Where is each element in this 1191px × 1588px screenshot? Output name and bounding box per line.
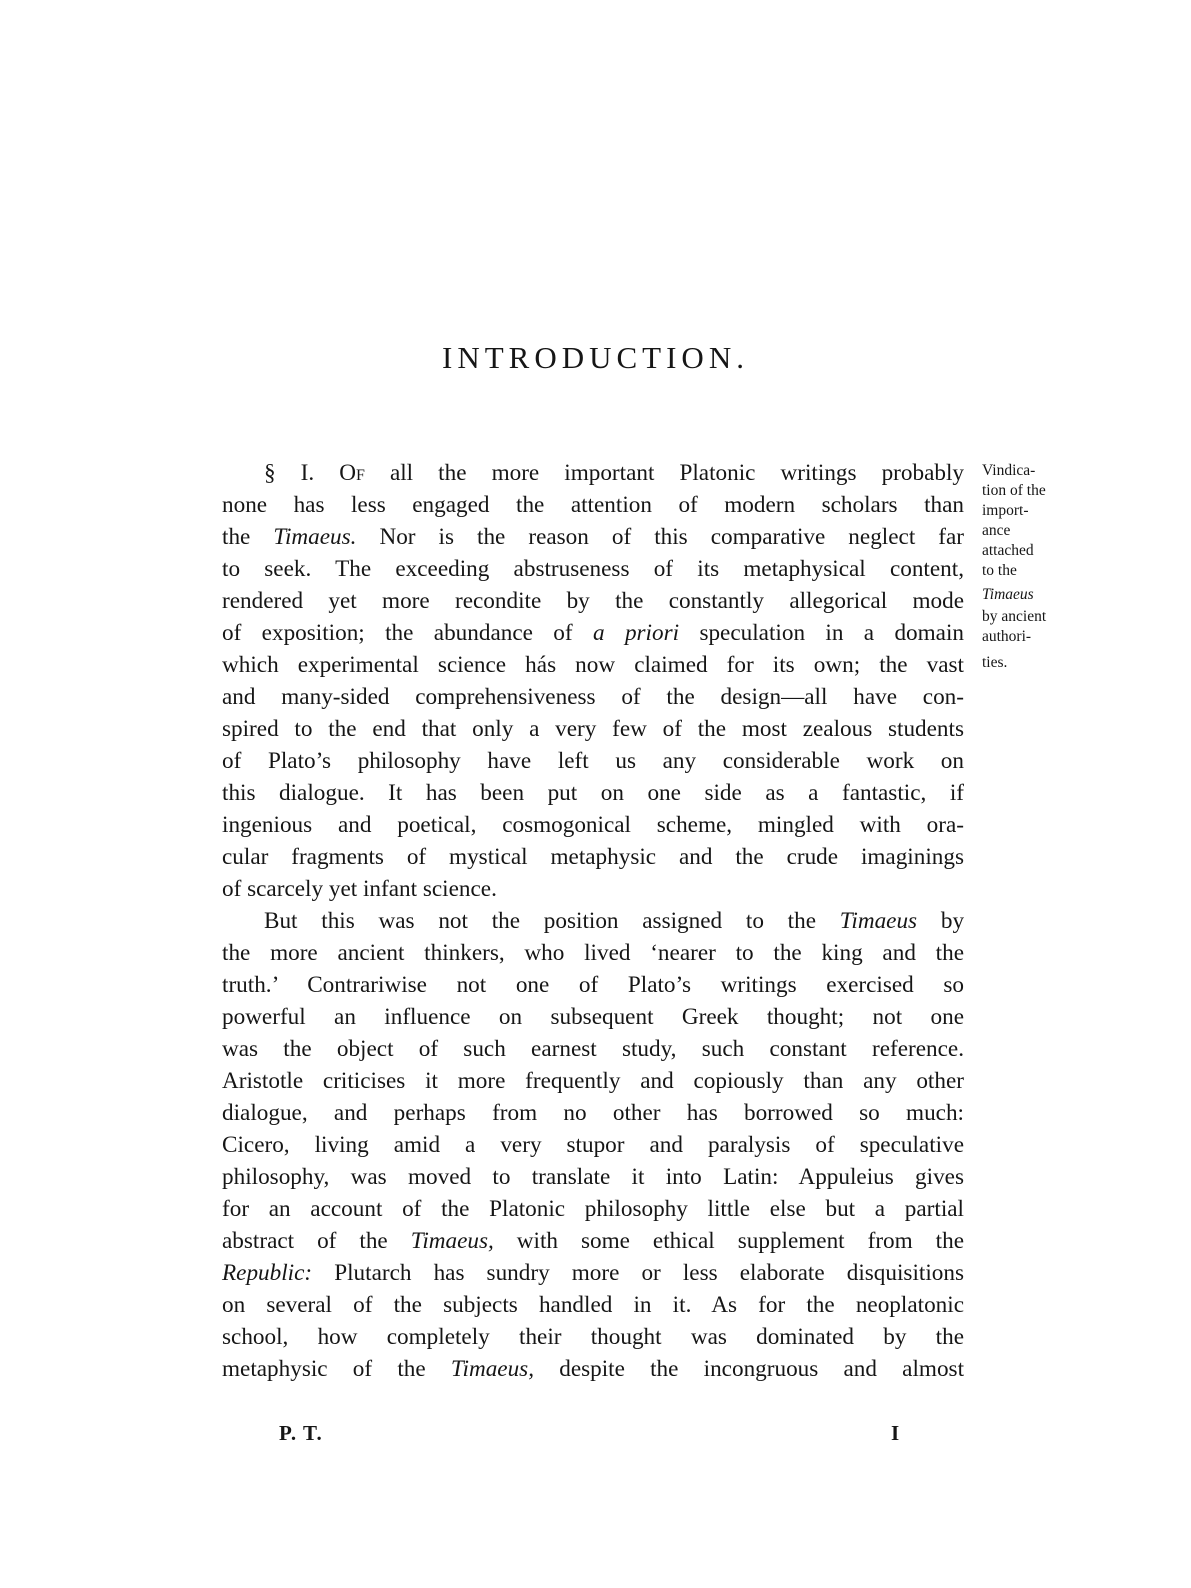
- margin-line: import-: [982, 502, 1029, 519]
- margin-line: Timaeus: [982, 586, 1034, 603]
- text-line: rendered yet more recondite by the constantly allegorical mode: [222, 588, 964, 614]
- margin-line: authori-: [982, 628, 1032, 645]
- text-line: the Timaeus. Nor is the reason of this comparative neglect far: [222, 524, 965, 550]
- text-line: school, how completely their thought was dominated by the: [222, 1324, 964, 1350]
- margin-line: tion of the: [982, 482, 1046, 499]
- section-mark: § I.: [264, 460, 315, 486]
- text-line: which experimental science hás now claimed for its own; the vast: [222, 652, 964, 678]
- text-line: on several of the subjects handled in it. As for the neoplatonic: [222, 1292, 964, 1318]
- text-line: spired to the end that only a very few of the most zealous students: [222, 716, 964, 742]
- text-line: But this was not the position assigned to the Timaeus by: [264, 908, 965, 934]
- signature-mark: P. T.: [279, 1421, 323, 1445]
- sheet-number: I: [891, 1421, 900, 1445]
- margin-line: by ancient: [982, 608, 1047, 625]
- text-line: dialogue, and perhaps from no other has borrowed so much:: [222, 1100, 964, 1126]
- text-line: metaphysic of the Timaeus, despite the incongruous and almost: [222, 1356, 965, 1382]
- text-line: and many-sided comprehensiveness of the design—all have con-: [222, 684, 964, 710]
- first-word: Of: [339, 460, 365, 486]
- text-line: abstract of the Timaeus, with some ethical supplement from the: [222, 1228, 964, 1254]
- text-line: truth.’ Contrariwise not one of Plato’s writings exercised so: [222, 972, 964, 998]
- text-line: § I. Of all the more important Platonic writings probably: [264, 460, 965, 486]
- text-line: Cicero, living amid a very stupor and paralysis of speculative: [222, 1132, 964, 1158]
- text-line: ingenious and poetical, cosmogonical scheme, mingled with ora-: [222, 812, 964, 838]
- page-title: INTRODUCTION.: [442, 340, 749, 375]
- text-line: Aristotle criticises it more frequently and copiously than any other: [222, 1068, 964, 1094]
- margin-line: ties.: [982, 654, 1008, 671]
- margin-line: ance: [982, 522, 1011, 539]
- text-line: of exposition; the abundance of a priori speculation in a domain: [222, 620, 965, 646]
- text-line: this dialogue. It has been put on one side as a fantastic, if: [222, 780, 964, 806]
- text-line: was the object of such earnest study, such constant reference.: [222, 1036, 964, 1062]
- text-line: to seek. The exceeding abstruseness of its metaphysical content,: [222, 556, 964, 582]
- text-line: none has less engaged the attention of modern scholars than: [222, 492, 964, 518]
- margin-line: to the: [982, 562, 1017, 579]
- margin-line: attached: [982, 542, 1034, 559]
- text-line: of scarcely yet infant science.: [222, 876, 497, 902]
- text-line: Republic: Plutarch has sundry more or less elaborate disquisitions: [222, 1260, 964, 1286]
- text-line: of Plato’s philosophy have left us any considerable work on: [222, 748, 964, 774]
- margin-line: Vindica-: [982, 462, 1036, 479]
- text-line: philosophy, was moved to translate it into Latin: Appuleius gives: [222, 1164, 964, 1190]
- text-line: powerful an influence on subsequent Greek thought; not one: [222, 1004, 964, 1030]
- text-line: the more ancient thinkers, who lived ‘nearer to the king and the: [222, 940, 964, 966]
- text-line: for an account of the Platonic philosophy little else but a partial: [222, 1196, 964, 1222]
- text-line: cular fragments of mystical metaphysic and the crude imaginings: [222, 844, 964, 870]
